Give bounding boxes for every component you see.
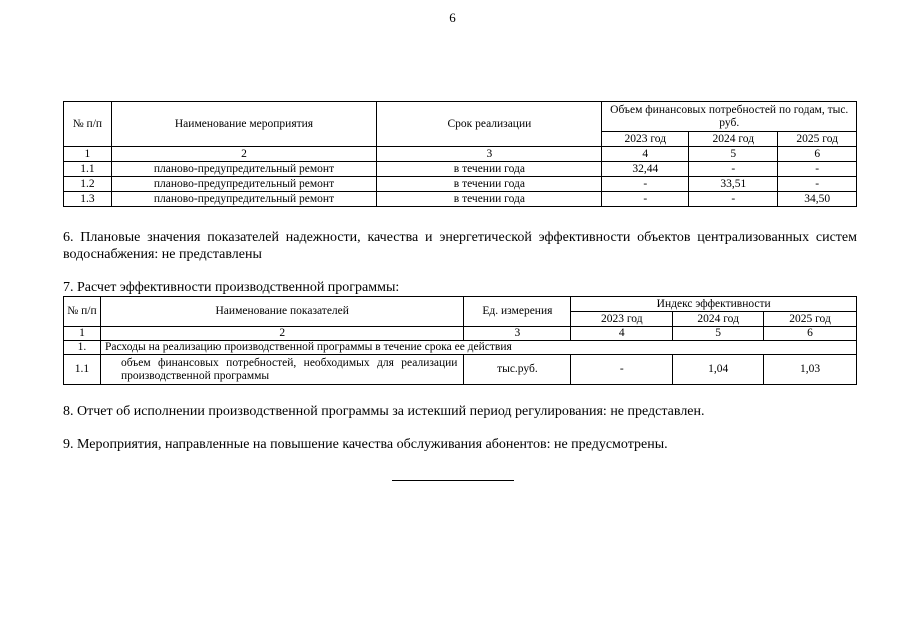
header-num: № п/п xyxy=(64,102,112,147)
index-cell: 5 xyxy=(673,327,764,341)
row-2024: 1,04 xyxy=(673,355,764,385)
table-row xyxy=(64,192,857,207)
index-cell: 2 xyxy=(111,147,376,162)
row-term: в течении года xyxy=(377,162,602,177)
index-cell: 4 xyxy=(571,327,673,341)
row-name: планово-предупредительный ремонт xyxy=(111,177,376,192)
row-name: объем финансовых потребностей, необходимых для реализации производственной программы xyxy=(100,355,464,385)
index-cell: 4 xyxy=(602,147,689,162)
header-year: 2024 год xyxy=(673,312,764,327)
efficiency-table xyxy=(63,296,857,385)
row-name: планово-предупредительный ремонт xyxy=(111,162,376,177)
header-year: 2025 год xyxy=(764,312,857,327)
row-num: 1.1 xyxy=(64,355,101,385)
row-name: планово-предупредительный ремонт xyxy=(111,192,376,207)
index-row xyxy=(64,147,857,162)
header-year: 2023 год xyxy=(571,312,673,327)
index-cell: 1 xyxy=(64,147,112,162)
header-index: Индекс эффективности xyxy=(571,297,857,312)
table-row xyxy=(64,177,857,192)
row-2025: - xyxy=(778,177,857,192)
row-2024: 33,51 xyxy=(689,177,778,192)
closing-rule xyxy=(392,480,514,481)
row-2023: - xyxy=(602,177,689,192)
table-row xyxy=(64,355,857,385)
header-term: Срок реализации xyxy=(377,102,602,147)
section-8-text: 8. Отчет об исполнении производственной программы за истекший период регулирования: не представлен. xyxy=(63,404,705,419)
row-term: в течении года xyxy=(377,177,602,192)
row-2025: 34,50 xyxy=(778,192,857,207)
header-unit: Ед. измерения xyxy=(464,297,571,327)
section-9-text: 9. Мероприятия, направленные на повышение качества обслуживания абонентов: не предусмотрены. xyxy=(63,437,668,452)
group-row xyxy=(64,341,857,355)
row-2023: - xyxy=(571,355,673,385)
header-finance: Объем финансовых потребностей по годам, тыс. руб. xyxy=(602,102,857,132)
index-row xyxy=(64,327,857,341)
header-year: 2023 год xyxy=(602,132,689,147)
row-2024: - xyxy=(689,162,778,177)
header-num: № п/п xyxy=(64,297,101,327)
row-2023: - xyxy=(602,192,689,207)
index-cell: 6 xyxy=(764,327,857,341)
row-num: 1.3 xyxy=(64,192,112,207)
row-2025: - xyxy=(778,162,857,177)
header-year: 2024 год xyxy=(689,132,778,147)
row-term: в течении года xyxy=(377,192,602,207)
index-cell: 3 xyxy=(464,327,571,341)
index-cell: 5 xyxy=(689,147,778,162)
row-2024: - xyxy=(689,192,778,207)
activities-table xyxy=(63,101,857,207)
row-num: 1.1 xyxy=(64,162,112,177)
group-num: 1. xyxy=(64,341,101,355)
row-2025: 1,03 xyxy=(764,355,857,385)
row-num: 1.2 xyxy=(64,177,112,192)
table-row xyxy=(64,162,857,177)
section-6-text: 6. Плановые значения показателей надежности, качества и энергетической эффективности объектов централизованных систем водоснабжения: не представлены xyxy=(63,230,857,262)
header-name: Наименование мероприятия xyxy=(111,102,376,147)
index-cell: 6 xyxy=(778,147,857,162)
header-name: Наименование показателей xyxy=(100,297,464,327)
index-cell: 1 xyxy=(64,327,101,341)
row-unit: тыс.руб. xyxy=(464,355,571,385)
section-7-title: 7. Расчет эффективности производственной программы: xyxy=(63,280,400,295)
index-cell: 3 xyxy=(377,147,602,162)
group-name: Расходы на реализацию производственной программы в течение срока ее действия xyxy=(100,341,856,355)
page-number: 6 xyxy=(449,10,456,25)
row-2023: 32,44 xyxy=(602,162,689,177)
header-year: 2025 год xyxy=(778,132,857,147)
index-cell: 2 xyxy=(100,327,464,341)
